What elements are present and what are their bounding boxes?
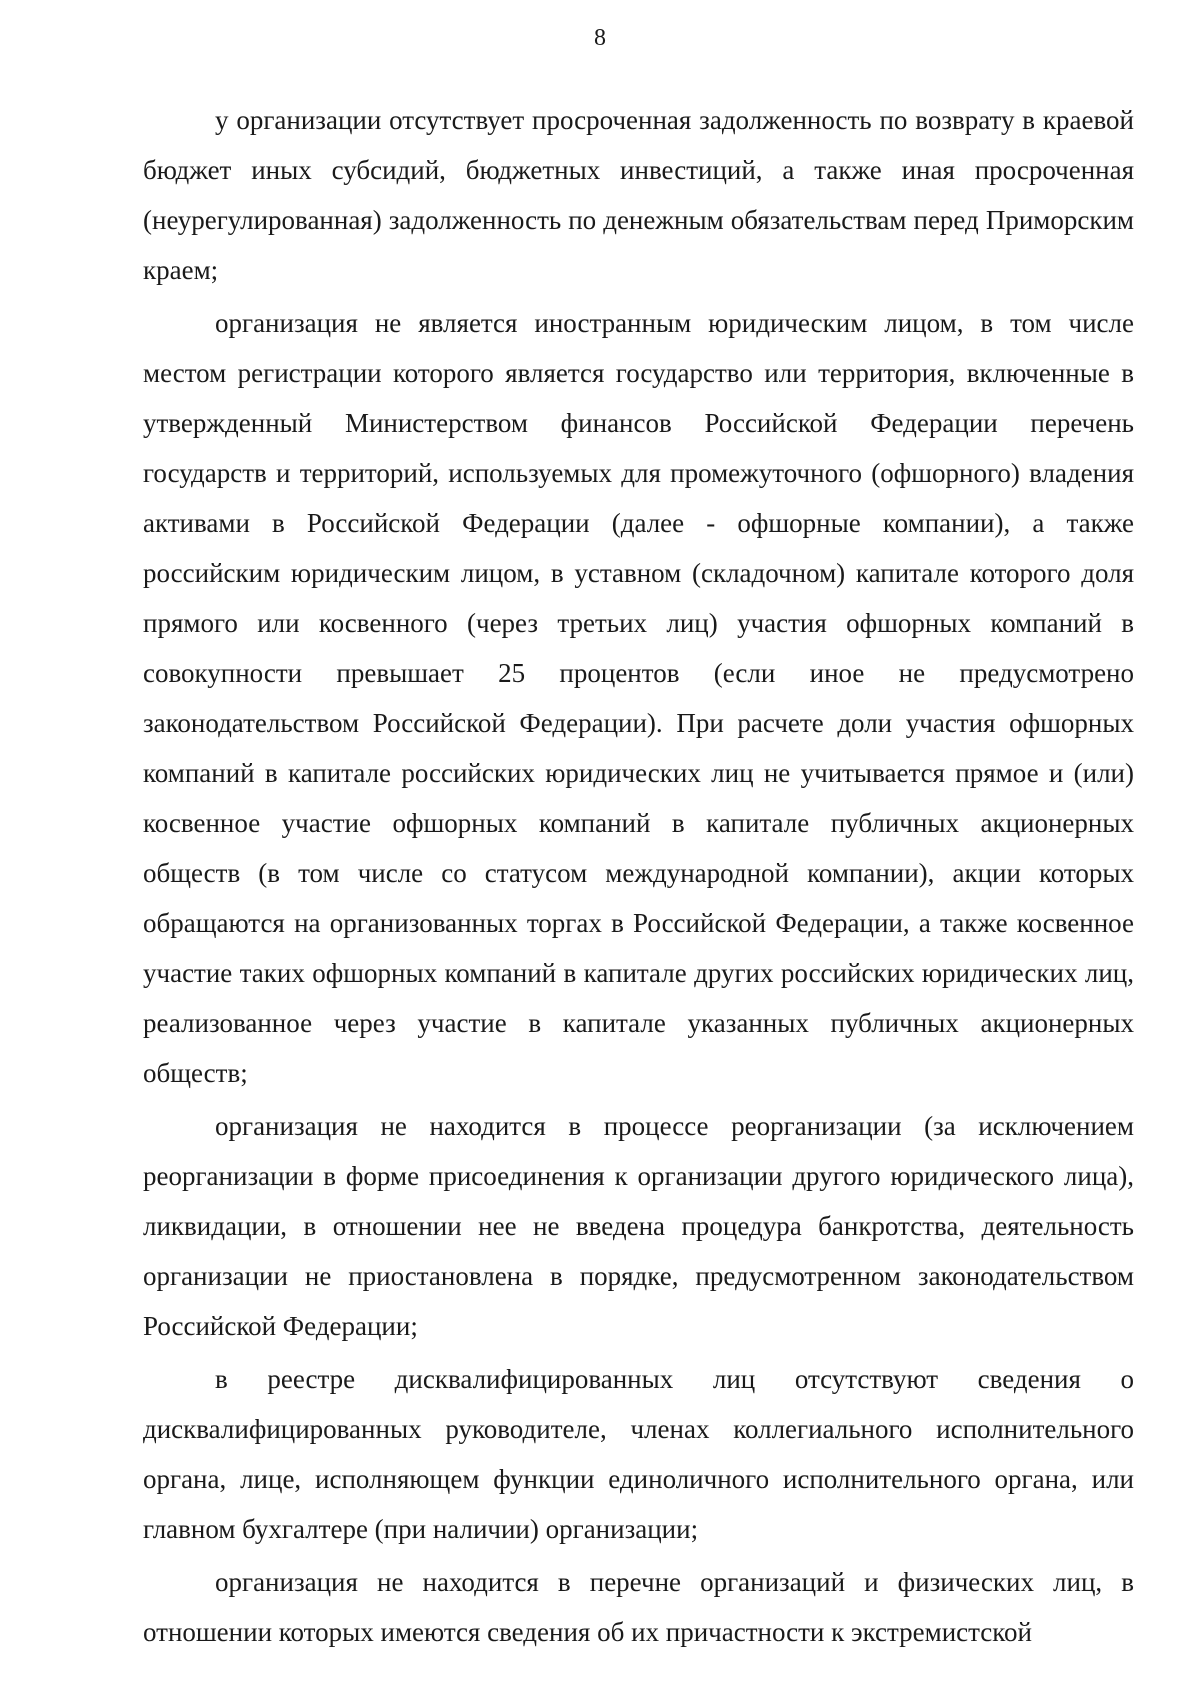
paragraph-disqualified-persons: в реестре дисквалифицированных лиц отсутствуют сведения о дисквалифицированных руководителе, членах коллегиального исполнительного органа, лице, исполняющем функции единоличного исполнительного органа, или главном бухгалтере (при наличии) организации; <box>143 1364 1134 1544</box>
paragraph-extremism-list: организация не находится в перечне организаций и физических лиц, в отношении которых имеются сведения об их причастности к экстремистской <box>143 1567 1134 1647</box>
document-body <box>143 95 1134 1660</box>
paragraph-reorganization-status: организация не находится в процессе реорганизации (за исключением реорганизации в форме присоединения к организации другого юридического лица), ликвидации, в отношении нее не введена процедура банкротства, деятельность организации не приостановлена в порядке, предусмотренном законодательством Российской Федерации; <box>143 1111 1134 1341</box>
paragraph-debt-absence: у организации отсутствует просроченная задолженность по возврату в краевой бюджет иных субсидий, бюджетных инвестиций, а также иная просроченная (неурегулированная) задолженность по денежным обязательствам перед Приморским краем; <box>143 105 1134 285</box>
page-number: 8 <box>594 25 606 51</box>
paragraph-offshore-status: организация не является иностранным юридическим лицом, в том числе местом регистрации которого является государство или территория, включенные в утвержденный Министерством финансов Российской Федерации перечень государств и территорий, используемых для промежуточного (офшорного) владения активами в Российской Федерации (далее - офшорные компании), а также российским юридическим лицом, в уставном (складочном) капитале которого доля прямого или косвенного (через третьих лиц) участия офшорных компаний в совокупности превышает 25 процентов (если иное не предусмотрено законодательством Российской Федерации). При расчете доли участия офшорных компаний в капитале российских юридических лиц не учитывается прямое и (или) косвенное участие офшорных компаний в капитале публичных акционерных обществ (в том числе со статусом международной компании), акции которых обращаются на организованных торгах в Российской Федерации, а также косвенное участие таких офшорных компаний в капитале других российских юридических лиц, реализованное через участие в капитале указанных публичных акционерных обществ; <box>143 308 1134 1088</box>
